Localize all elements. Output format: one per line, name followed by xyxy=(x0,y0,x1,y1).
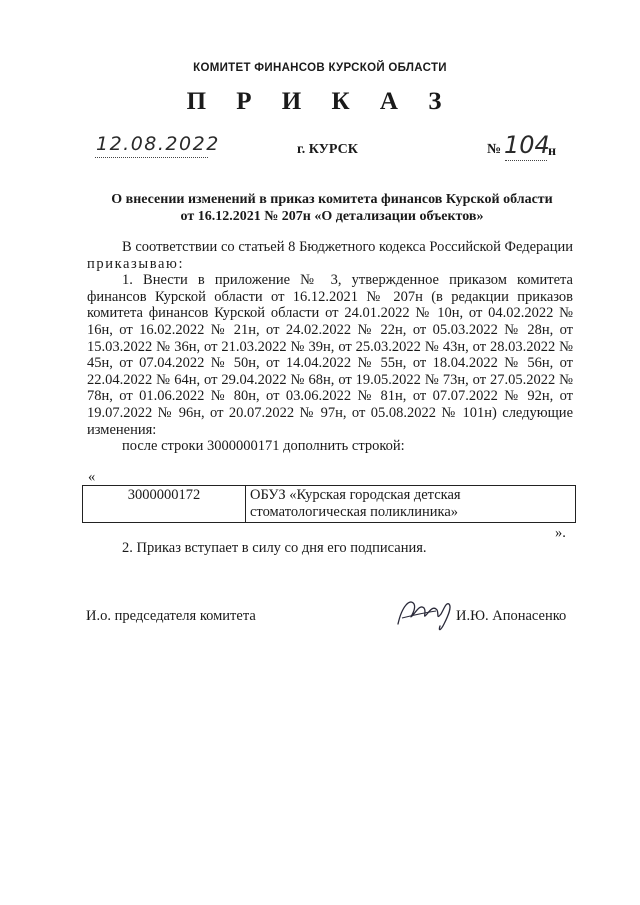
preamble-paragraph xyxy=(87,239,573,272)
preamble-order-word: приказываю xyxy=(87,255,179,272)
close-quote: ». xyxy=(555,525,566,541)
organization-name: КОМИТЕТ ФИНАНСОВ КУРСКОЙ ОБЛАСТИ xyxy=(193,62,447,74)
document-type-title: П Р И К А З xyxy=(186,88,454,115)
preamble-text: В соответствии со статьей 8 Бюджетного кодекса Российской Федерации xyxy=(122,239,573,255)
handwritten-date: 12.08.2022 xyxy=(96,133,220,155)
item-1-paragraph: 1. Внести в приложение № 3, утвержденное приказом комитета финансов Курской области от 16.12.2021 № 207н (в редакции приказов комитета финансов Курской области от 24.01.2022 № 10н, от 04.02.2022 № 16н, от 16.02.2022 № 21н, от 24.02.2022 № 22н, от 05.03.2022 № 28н, от 15.03.2022 № 36н, от 21.03.2022 № 39н, от 25.03.2022 № 43н, от 28.03.2022 № 45н, от 07.04.2022 № 50н, от 14.04.2022 № 55н, от 18.04.2022 № 56н, от 22.04.2022 № 64н, от 29.04.2022 № 68н, от 19.05.2022 № 73н, от 27.05.2022 № 78н, от 01.06.2022 № 80н, от 03.06.2022 № 81н, от 07.07.2022 № 92н, от 19.07.2022 № 96н, от 20.07.2022 № 97н, от 05.08.2022 № 101н) следующие изменения: xyxy=(87,272,573,438)
open-quote: « xyxy=(88,469,96,485)
order-body xyxy=(87,239,573,455)
handwritten-number: 104 xyxy=(504,131,550,159)
number-prefix: № xyxy=(487,142,502,157)
preamble-colon: : xyxy=(178,255,183,272)
signer-title: И.о. председателя комитета xyxy=(86,608,256,624)
subject-line-2: от 16.12.2021 № 207н «О детализации объектов» xyxy=(180,209,484,224)
table-cell-code: 3000000172 xyxy=(83,486,246,523)
handwritten-signature xyxy=(394,594,456,639)
number-underline xyxy=(505,160,547,161)
subject-line-1: О внесении изменений в приказ комитета финансов Курской области xyxy=(111,192,553,207)
after-row-paragraph: после строки 3000000171 дополнить строкой: xyxy=(122,438,405,455)
table-cell-name xyxy=(246,486,576,523)
item-2-paragraph: 2. Приказ вступает в силу со дня его подписания. xyxy=(122,540,427,556)
city-name: г. КУРСК xyxy=(297,142,358,157)
order-subject xyxy=(82,191,582,225)
table-row xyxy=(83,486,576,523)
number-suffix: н xyxy=(548,144,557,159)
codes-table xyxy=(82,485,576,523)
institution-name-line-1: ОБУЗ «Курская городская детская xyxy=(250,487,461,503)
institution-name-line-2: стоматологическая поликлиника» xyxy=(250,504,459,520)
date-underline xyxy=(95,157,208,158)
signer-name: И.Ю. Апонасенко xyxy=(456,608,567,624)
signature-scribble xyxy=(394,594,456,634)
